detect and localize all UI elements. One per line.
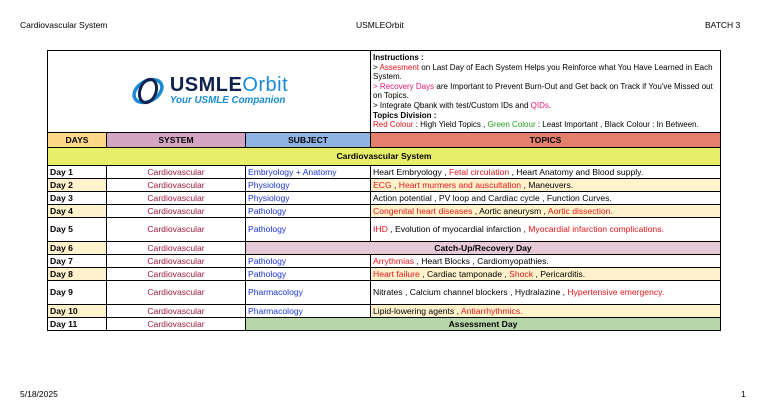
table-row (48, 204, 721, 217)
system-cell: Cardiovascular (107, 178, 246, 191)
topic-text: Action potential , PV loop and Cardiac cycle , Function Curves. (373, 192, 612, 203)
system-cell: Cardiovascular (107, 191, 246, 204)
topics-cell (371, 165, 721, 178)
merged-day-cell: Assessment Day (246, 317, 721, 330)
topics-cell (371, 267, 721, 280)
topic-text: , Pericarditis. (533, 268, 586, 279)
system-band: Cardiovascular System (48, 147, 721, 165)
system-cell: Cardiovascular (107, 254, 246, 267)
orbit-logo-icon (130, 75, 166, 107)
col-header-topics: TOPICS (371, 132, 721, 147)
system-cell: Cardiovascular (107, 304, 246, 317)
col-header-subject: SUBJECT (246, 132, 371, 147)
topic-text: Lipid-lowering agents , (373, 305, 461, 316)
topic-text: , (391, 179, 399, 190)
system-cell: Cardiovascular (107, 267, 246, 280)
high-yield-topic: Heart failure (373, 268, 420, 279)
topics-cell (371, 204, 721, 217)
table-row (48, 254, 721, 267)
subject-cell: Pathology (246, 267, 371, 280)
system-cell: Cardiovascular (107, 241, 246, 254)
subject-cell: Pathology (246, 204, 371, 217)
day-cell: Day 9 (48, 280, 107, 304)
system-band-row (48, 147, 721, 165)
high-yield-topic: IHD (373, 224, 388, 235)
header-left: Cardiovascular System (20, 20, 108, 30)
table-row (48, 178, 721, 191)
topics-division-title: Topics Division : (373, 110, 437, 120)
instructions-title: Instructions : (373, 53, 424, 62)
day-cell: Day 5 (48, 217, 107, 241)
topic-text: , Evolution of myocardial infarction , (387, 224, 529, 235)
high-yield-topic: Fetal circulation (448, 166, 510, 177)
high-yield-topic: ECG (373, 179, 392, 190)
high-yield-topic: Aortic dissection. (547, 205, 613, 216)
high-yield-topic: Shock (509, 268, 534, 279)
instruction-line-1: > Assesment on Last Day of Each System Helps you Reinforce what You Have Learned in Each System. (373, 62, 713, 82)
high-yield-topic: Antiarrhythmics. (460, 305, 523, 316)
system-cell: Cardiovascular (107, 280, 246, 304)
instructions (371, 51, 721, 133)
column-header-row (48, 132, 721, 147)
high-yield-topic: Myocardial infarction complications. (528, 224, 664, 235)
subject-cell: Pharmacology (246, 304, 371, 317)
topics-cell (371, 217, 721, 241)
subject-cell: Embryology + Anatomy (246, 165, 371, 178)
merged-day-cell: Catch-Up/Recovery Day (246, 241, 721, 254)
logo-name-usmle: USMLE (169, 74, 243, 97)
day-cell: Day 1 (48, 165, 107, 178)
table-row (48, 280, 721, 304)
day-cell: Day 10 (48, 304, 107, 317)
system-cell: Cardiovascular (107, 217, 246, 241)
table-row (48, 304, 721, 317)
topics-cell (371, 280, 721, 304)
subject-cell: Physiology (246, 191, 371, 204)
table-row (48, 267, 721, 280)
topic-text: , Aortic aneurysm , (472, 205, 548, 216)
subject-cell: Pathology (246, 254, 371, 267)
topics-division-line: Red Colour : High Yield Topics , Green Colour : Least Important , Black Colour : In Between. (373, 120, 699, 130)
topic-text: Heart Embryology , (373, 166, 449, 177)
table-row (48, 241, 721, 254)
table-row (48, 317, 721, 330)
system-cell: Cardiovascular (107, 204, 246, 217)
high-yield-topic: Arrythmias (373, 255, 415, 266)
topics-cell (371, 178, 721, 191)
table-row (48, 191, 721, 204)
topics-cell (371, 304, 721, 317)
logo-tagline: Your USMLE Companion (169, 95, 286, 107)
topic-text: , Maneuvers. (521, 179, 574, 190)
logo-cell (48, 51, 371, 133)
day-cell: Day 4 (48, 204, 107, 217)
footer-date: 5/18/2025 (20, 389, 58, 399)
col-header-days: DAYS (48, 132, 107, 147)
day-cell: Day 2 (48, 178, 107, 191)
schedule-table (47, 50, 721, 331)
topics-cell (371, 191, 721, 204)
topics-cell (371, 254, 721, 267)
high-yield-topic: Hypertensive emergency. (567, 287, 665, 298)
col-header-system: SYSTEM (107, 132, 246, 147)
day-cell: Day 11 (48, 317, 107, 330)
usmle-orbit-logo (50, 52, 368, 131)
system-cell: Cardiovascular (107, 165, 246, 178)
day-cell: Day 7 (48, 254, 107, 267)
table-row (48, 165, 721, 178)
day-cell: Day 8 (48, 267, 107, 280)
high-yield-topic: Heart murmers and auscultation (398, 179, 522, 190)
subject-cell: Pharmacology (246, 280, 371, 304)
system-cell: Cardiovascular (107, 317, 246, 330)
topic-text: , Heart Anatomy and Blood supply. (509, 166, 644, 177)
topic-text: Nitrates , Calcium channel blockers , Hydralazine , (373, 287, 568, 298)
topic-text: , Cardiac tamponade , (419, 268, 510, 279)
subject-cell: Pathology (246, 217, 371, 241)
instruction-line-3: > Integrate Qbank with test/Custom IDs and QIDs. (373, 100, 552, 110)
logo-name-rbit: rbit (258, 74, 289, 97)
day-cell: Day 6 (48, 241, 107, 254)
day-cell: Day 3 (48, 191, 107, 204)
table-row (48, 217, 721, 241)
header-center: USMLEOrbit (356, 20, 404, 30)
header-right: BATCH 3 (705, 20, 741, 30)
subject-cell: Physiology (246, 178, 371, 191)
footer-page: 1 (741, 389, 746, 399)
topic-text: , Heart Blocks , Cardiomyopathies. (414, 255, 549, 266)
high-yield-topic: Congenital heart diseases (373, 205, 473, 216)
instruction-line-2: > Recovery Days are Important to Prevent Burn-Out and Get back on Track if You've Missed out on Topics. (373, 81, 713, 101)
logo-name-o: O (242, 74, 259, 97)
